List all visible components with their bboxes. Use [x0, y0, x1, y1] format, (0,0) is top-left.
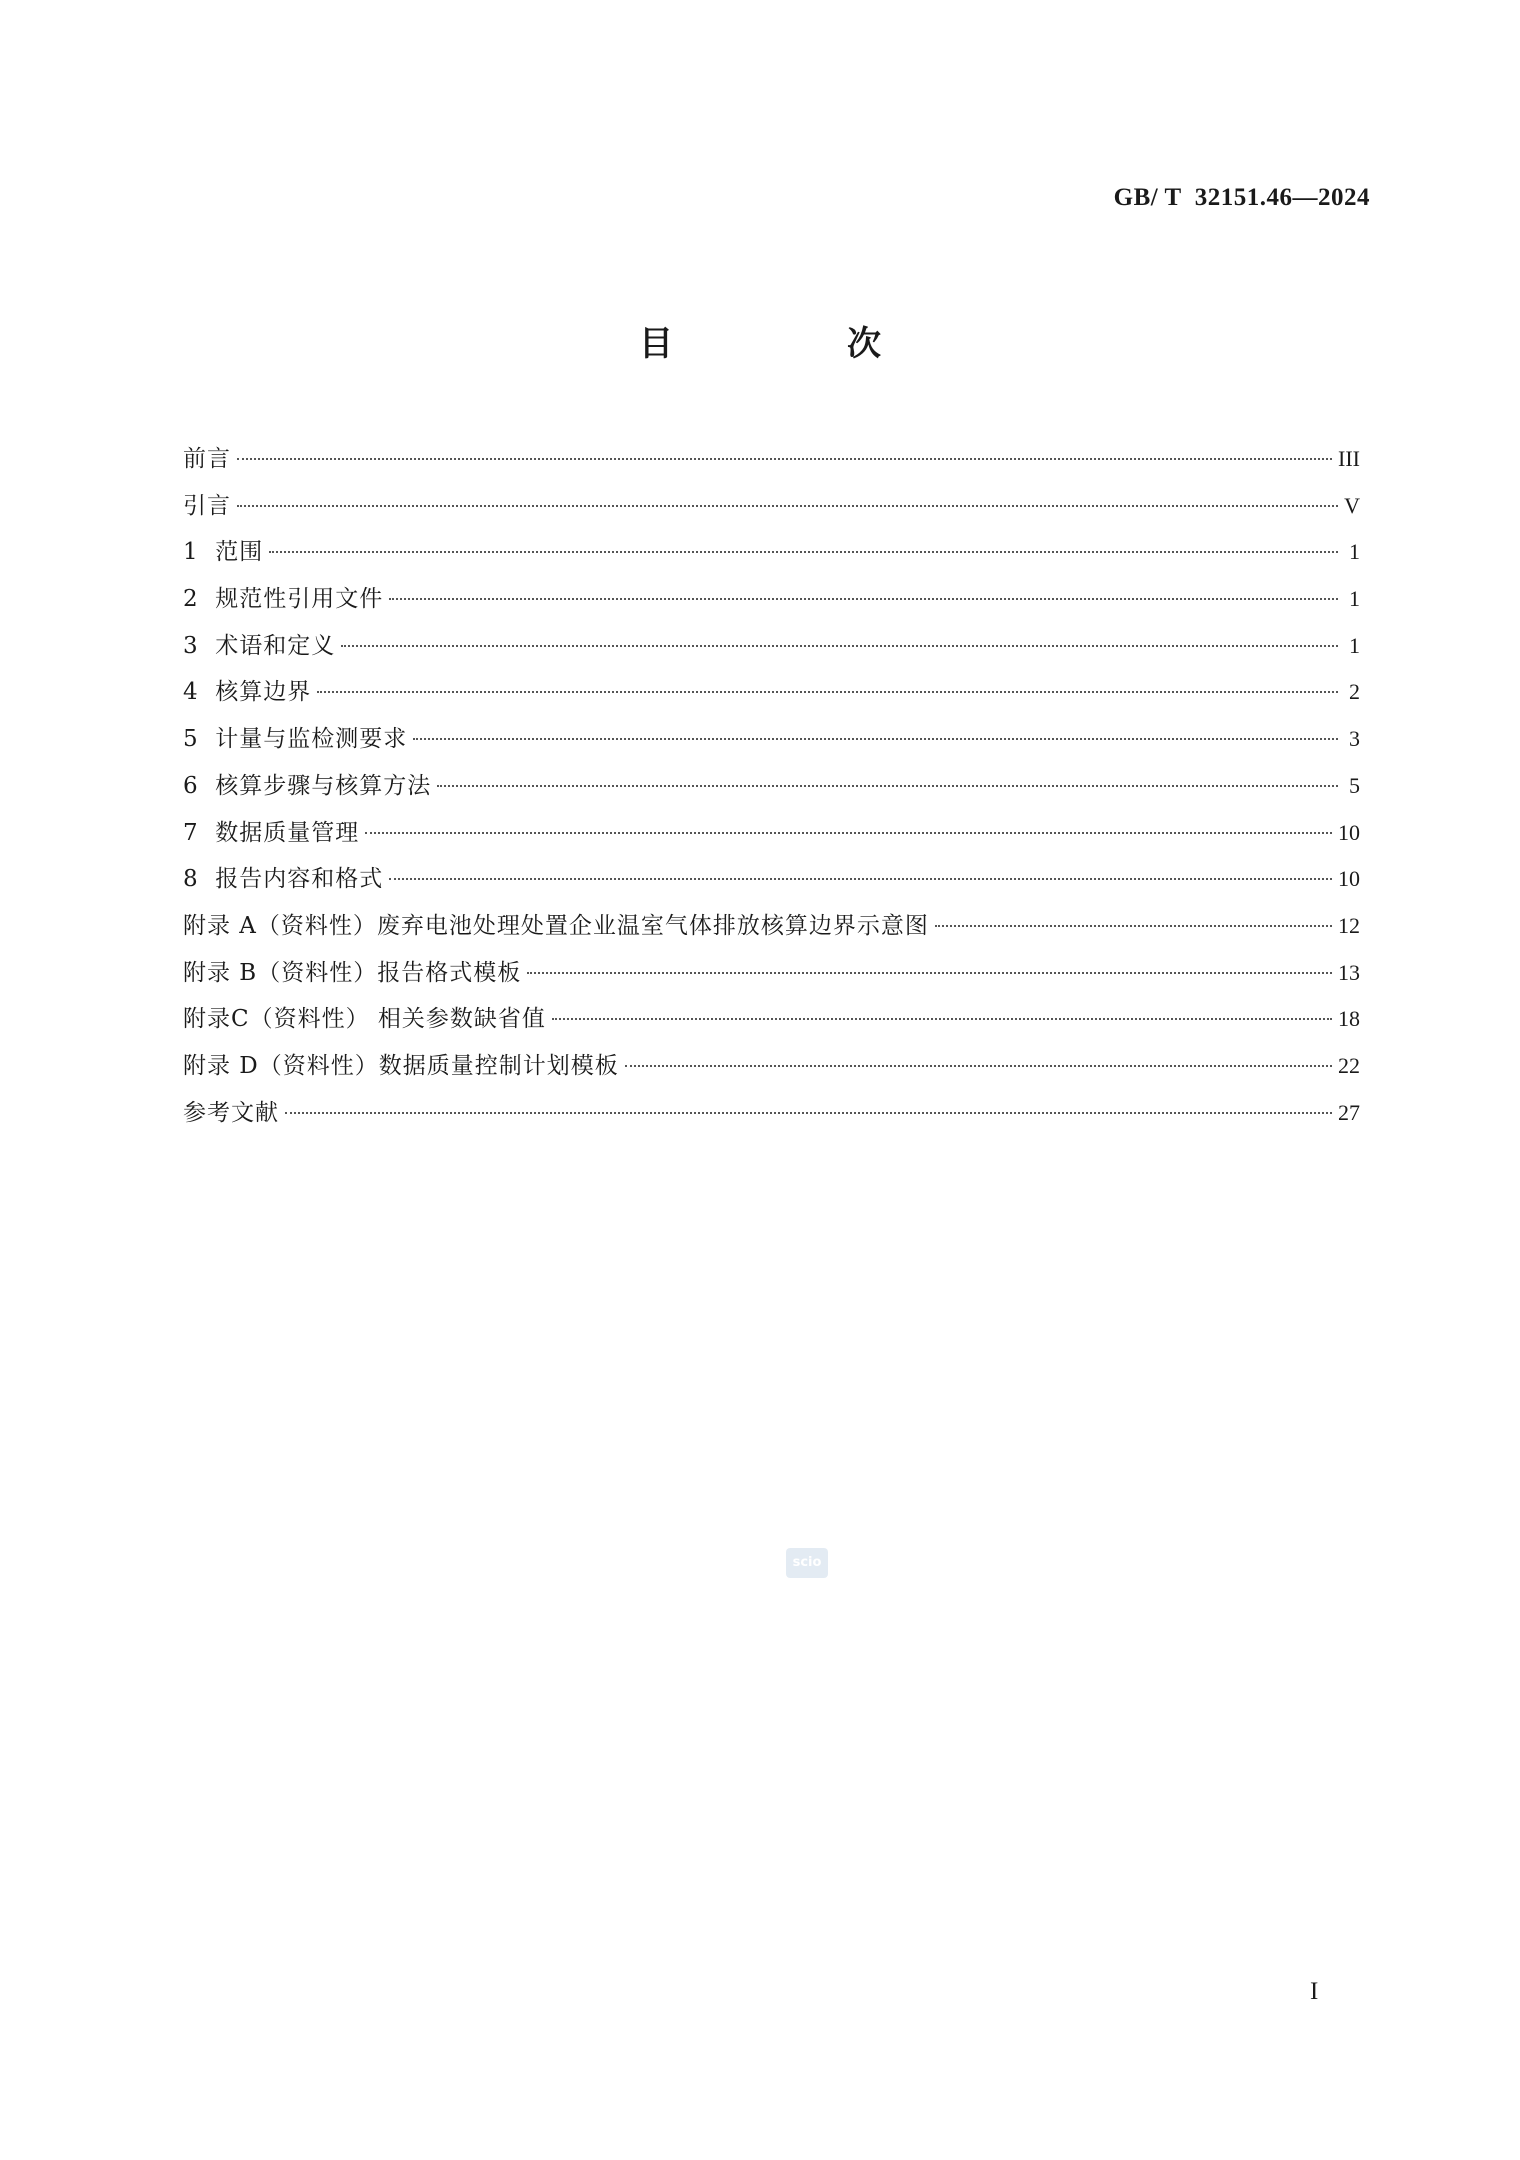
- toc-item-accounting-methods[interactable]: [183, 763, 1360, 810]
- toc-item-label: 8 报告内容和格式: [183, 866, 384, 893]
- toc-item-page: 2: [1349, 679, 1360, 705]
- toc-item-label: 附录 B（资料性）报告格式模板: [183, 959, 522, 986]
- toc-item-label: 引言: [183, 492, 231, 519]
- toc-item-measurement-requirements[interactable]: [183, 716, 1360, 763]
- toc-item-page: 12: [1338, 912, 1360, 938]
- toc-item-page: 1: [1349, 586, 1360, 612]
- toc-dot-leader: [413, 738, 1338, 740]
- toc-item-page: 5: [1349, 772, 1360, 798]
- toc-item-page: 13: [1338, 959, 1360, 985]
- toc-item-appendix-b[interactable]: [183, 950, 1360, 997]
- toc-item-label: 前言: [183, 446, 231, 472]
- toc-item-normative-references[interactable]: [183, 576, 1360, 623]
- toc-item-accounting-boundary[interactable]: [183, 669, 1360, 716]
- toc-item-appendix-d[interactable]: [183, 1043, 1360, 1090]
- toc-dot-leader: [365, 832, 1332, 834]
- toc-item-label: 附录 D（资料性）数据质量控制计划模板: [183, 1052, 619, 1079]
- toc-item-appendix-c[interactable]: [183, 996, 1360, 1043]
- toc-item-label: 1 范围: [183, 539, 264, 566]
- toc-item-page: 27: [1338, 1099, 1360, 1125]
- toc-item-scope[interactable]: [183, 529, 1360, 576]
- toc-item-label: 6 核算步骤与核算方法: [183, 772, 432, 799]
- toc-dot-leader: [285, 1112, 1332, 1114]
- toc-item-page: V: [1344, 492, 1360, 518]
- toc-dot-leader: [935, 925, 1332, 927]
- toc-item-label: 4 核算边界: [183, 679, 312, 706]
- toc-dot-leader: [437, 785, 1338, 787]
- toc-dot-leader: [625, 1065, 1332, 1067]
- toc-item-appendix-a[interactable]: [183, 903, 1360, 950]
- toc-item-label: 参考文献: [183, 1099, 279, 1126]
- toc-item-page: III: [1338, 446, 1360, 471]
- toc-item-page: 22: [1338, 1052, 1360, 1078]
- page-title: 目 次: [639, 324, 951, 364]
- toc-item-bibliography[interactable]: [183, 1090, 1360, 1137]
- toc-item-report-format[interactable]: [183, 856, 1360, 903]
- watermark-logo: scio: [786, 1548, 828, 1578]
- page-number: I: [1310, 1978, 1319, 2005]
- toc-item-terms-definitions[interactable]: [183, 623, 1360, 670]
- toc-item-page: 10: [1338, 819, 1360, 845]
- toc-item-label: 5 计量与监检测要求: [183, 726, 408, 753]
- toc-item-data-quality[interactable]: [183, 810, 1360, 857]
- toc-item-label: 附录C（资料性） 相关参数缺省值: [183, 1006, 546, 1033]
- toc-item-foreword[interactable]: [183, 436, 1360, 483]
- toc-dot-leader: [317, 691, 1338, 693]
- toc-dot-leader: [237, 458, 1332, 460]
- toc-item-introduction[interactable]: [183, 483, 1360, 530]
- toc-item-label: 3 术语和定义: [183, 632, 336, 659]
- toc-item-page: 10: [1338, 866, 1360, 892]
- toc-item-page: 3: [1349, 726, 1360, 752]
- toc-dot-leader: [527, 972, 1332, 974]
- toc-item-label: 2 规范性引用文件: [183, 586, 384, 613]
- toc-dot-leader: [341, 645, 1338, 647]
- toc-item-page: 1: [1349, 539, 1360, 565]
- toc-dot-leader: [389, 878, 1332, 880]
- table-of-contents: [183, 436, 1360, 1136]
- toc-item-label: 7 数据质量管理: [183, 819, 360, 846]
- toc-dot-leader: [237, 505, 1338, 507]
- toc-item-page: 1: [1349, 632, 1360, 658]
- toc-dot-leader: [269, 551, 1338, 553]
- standard-code: GB/ T 32151.46—2024: [1113, 184, 1370, 211]
- toc-dot-leader: [389, 598, 1338, 600]
- toc-item-label: 附录 A（资料性）废弃电池处理处置企业温室气体排放核算边界示意图: [183, 912, 929, 939]
- toc-item-page: 18: [1338, 1006, 1360, 1032]
- toc-dot-leader: [552, 1018, 1332, 1020]
